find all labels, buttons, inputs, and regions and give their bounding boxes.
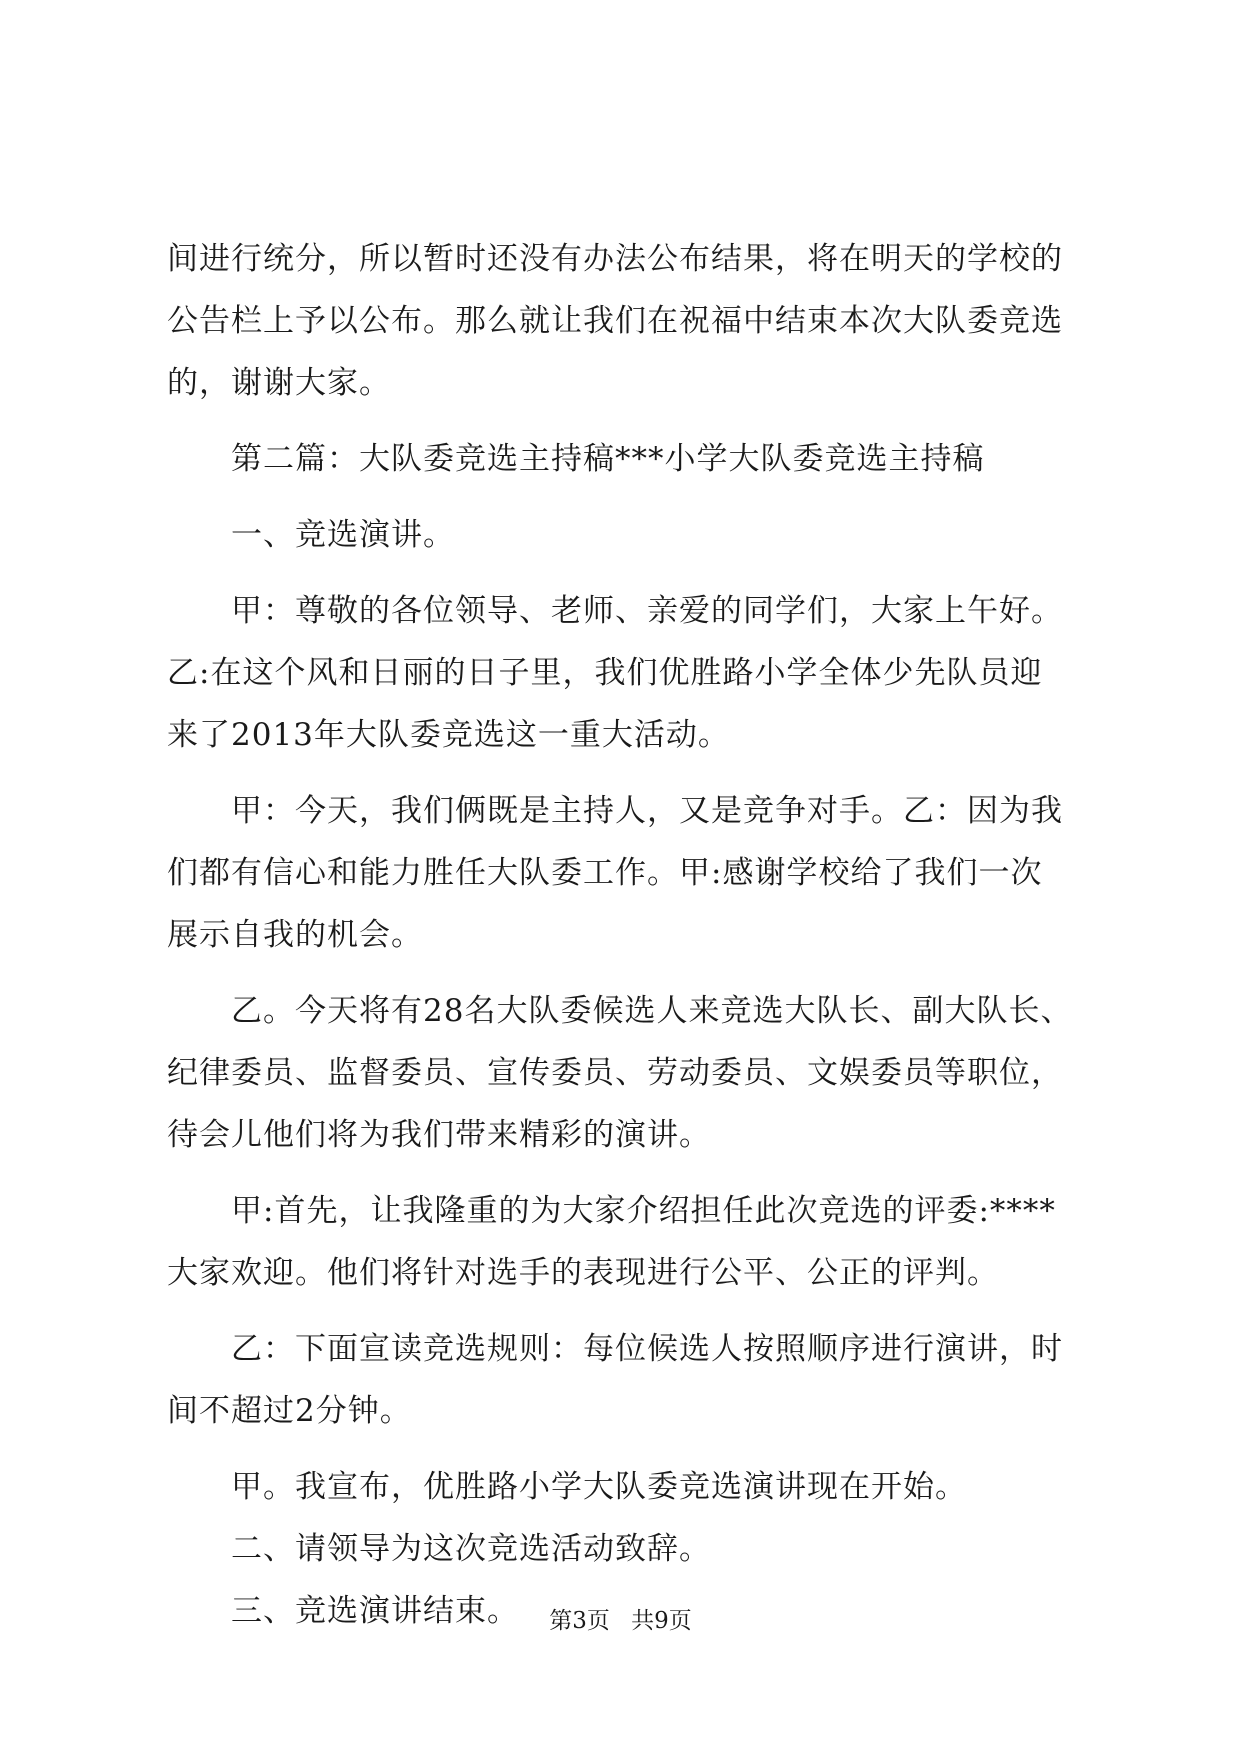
text-line: 甲：今天，我们俩既是主持人，又是竞争对手。乙：因为我 [231,793,1063,829]
text-line: 甲：尊敬的各位领导、老师、亲爱的同学们，大家上午好。 [231,593,1063,629]
document-body [167,228,1082,1642]
page-footer [0,1606,1241,1636]
text-line: 乙。今天将有28名大队委候选人来竞选大队长、副大队长、 [231,993,1073,1029]
text-line: 甲。我宣布，优胜路小学大队委竞选演讲现在开始。 [231,1469,967,1505]
text-line: 大家欢迎。他们将针对选手的表现进行公平、公正的评判。 [167,1255,999,1291]
text-line: 一、竞选演讲。 [231,517,455,553]
text-line: 展示自我的机会。 [167,917,423,953]
text-line: 的，谢谢大家。 [167,365,391,401]
text-line: 甲:首先，让我隆重的为大家介绍担任此次竞选的评委:**** [231,1193,1056,1229]
text-line: 们都有信心和能力胜任大队委工作。甲:感谢学校给了我们一次 [167,855,1043,891]
text-line: 乙:在这个风和日丽的日子里，我们优胜路小学全体少先队员迎 [167,655,1043,691]
text-line: 纪律委员、监督委员、宣传委员、劳动委员、文娱委员等职位， [167,1055,1063,1091]
section-heading: 第二篇：大队委竞选主持稿***小学大队委竞选主持稿 [231,441,985,477]
text-line: 待会儿他们将为我们带来精彩的演讲。 [167,1117,711,1153]
text-line: 乙：下面宣读竞选规则：每位候选人按照顺序进行演讲，时 [231,1331,1063,1367]
text-line: 二、请领导为这次竞选活动致辞。 [231,1531,711,1567]
text-line: 公告栏上予以公布。那么就让我们在祝福中结束本次大队委竞选 [167,303,1063,339]
text-line: 间不超过2分钟。 [167,1393,412,1429]
page-number: 第3页 [549,1608,610,1634]
text-line: 间进行统分，所以暂时还没有办法公布结果，将在明天的学校的 [167,241,1063,277]
text-line: 来了2013年大队委竞选这一重大活动。 [167,717,730,753]
page-total: 共9页 [631,1608,692,1634]
text-line: 三、竞选演讲结束。 [231,1593,519,1629]
